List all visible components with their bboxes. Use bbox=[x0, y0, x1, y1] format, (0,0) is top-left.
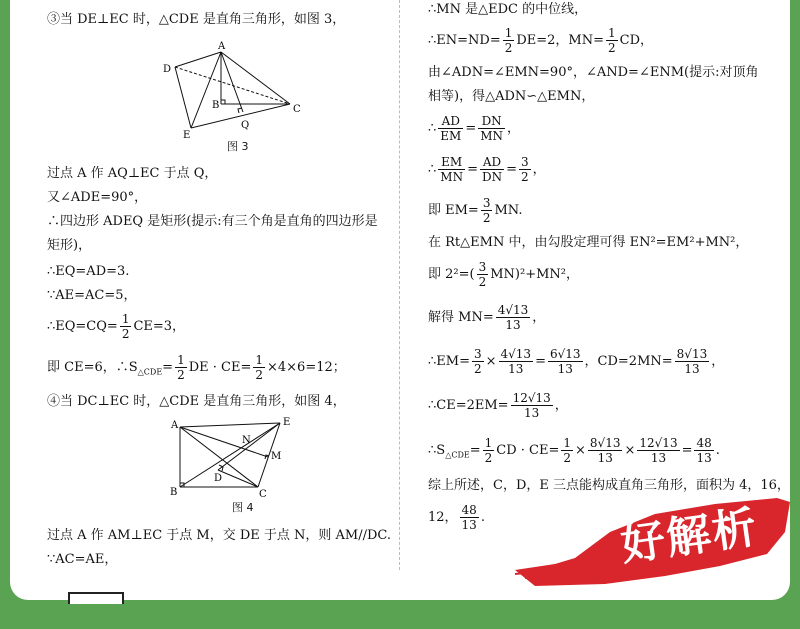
text: ， bbox=[711, 354, 725, 369]
text: MN. bbox=[494, 203, 523, 218]
text-line: 在 Rt△EMN 中，由勾股定理可得 EN²=EM²+MN²， bbox=[428, 235, 749, 250]
fraction bbox=[694, 436, 713, 465]
denominator: DN bbox=[481, 170, 503, 184]
point-label-d: D bbox=[163, 64, 172, 75]
denominator: 13 bbox=[524, 406, 540, 420]
fraction bbox=[588, 436, 623, 465]
formula-line bbox=[428, 347, 724, 376]
fraction bbox=[503, 26, 515, 55]
fraction bbox=[483, 436, 495, 465]
denominator: 2 bbox=[484, 451, 493, 465]
denominator: 13 bbox=[557, 362, 573, 376]
fraction bbox=[511, 391, 553, 420]
formula-line bbox=[428, 155, 546, 184]
numerator: 48 bbox=[696, 436, 712, 450]
text: ∴EM= bbox=[428, 354, 470, 369]
fraction bbox=[472, 347, 484, 376]
subscript: △CDE bbox=[137, 367, 163, 377]
numerator: 1 bbox=[504, 26, 513, 40]
fraction bbox=[548, 347, 583, 376]
page-footer-box bbox=[68, 592, 124, 604]
column-divider bbox=[399, 0, 400, 570]
text: = bbox=[467, 162, 478, 177]
point-label-a: A bbox=[171, 420, 179, 431]
point-label-d: D bbox=[214, 473, 223, 484]
fraction bbox=[637, 436, 679, 465]
text-line: ∵AE=AC=5， bbox=[47, 288, 137, 303]
text: × bbox=[624, 443, 636, 458]
point-label-n: N bbox=[242, 435, 251, 446]
numerator: AD bbox=[480, 155, 504, 170]
text-line: 过点 A 作 AM⊥EC 于点 M，交 DE 于点 N，则 AM//DC. bbox=[47, 528, 392, 543]
numerator: EM bbox=[438, 155, 465, 170]
formula-line bbox=[428, 391, 568, 420]
formula-line bbox=[47, 353, 346, 383]
text: 即 CE=6，∴S bbox=[47, 360, 138, 375]
point-label-a: A bbox=[218, 41, 226, 52]
point-label-q: Q bbox=[241, 120, 250, 131]
text: = bbox=[681, 443, 693, 458]
text: ，CD=2MN= bbox=[584, 354, 673, 369]
stamp-text: 好解析 bbox=[617, 501, 762, 572]
numerator: 1 bbox=[121, 312, 130, 326]
text: CD · CE= bbox=[496, 443, 560, 458]
text: ， bbox=[532, 162, 546, 177]
text: DE · CE= bbox=[188, 360, 252, 375]
text-line: 矩形)， bbox=[47, 238, 92, 253]
text-line: 过点 A 作 AQ⊥EC 于点 Q， bbox=[47, 166, 218, 181]
fraction bbox=[120, 312, 132, 341]
point-label-e: E bbox=[283, 417, 291, 428]
denominator: 2 bbox=[473, 362, 482, 376]
text: 即 2²=( bbox=[428, 267, 475, 282]
numerator: 1 bbox=[177, 353, 185, 367]
text: ×4×6=12； bbox=[267, 360, 346, 375]
denominator: 2 bbox=[478, 275, 487, 289]
text: = bbox=[162, 360, 174, 375]
figure-3-caption: 图 3 bbox=[227, 140, 249, 153]
formula-line bbox=[428, 303, 545, 332]
fraction bbox=[253, 353, 265, 382]
text: × bbox=[575, 443, 586, 458]
point-label-e: E bbox=[183, 130, 191, 141]
numerator: 3 bbox=[521, 155, 529, 169]
denominator: 2 bbox=[521, 170, 529, 184]
text-line: 又∠ADE=90°， bbox=[47, 190, 148, 205]
text-line: 由∠ADN=∠EMN=90°，∠AND=∠ENM(提示:对顶角 bbox=[428, 65, 759, 80]
fraction bbox=[460, 503, 479, 532]
numerator: 6√13 bbox=[549, 347, 581, 361]
formula-line bbox=[428, 114, 520, 143]
text: CE=3， bbox=[133, 319, 186, 334]
denominator: 2 bbox=[608, 41, 616, 55]
figure-3 bbox=[147, 40, 347, 150]
denominator: 2 bbox=[563, 451, 572, 465]
fraction bbox=[438, 114, 463, 143]
text-line: 相等)，得△ADN∽△EMN， bbox=[428, 89, 595, 104]
denominator: 2 bbox=[482, 211, 491, 225]
fraction bbox=[519, 155, 531, 184]
fraction bbox=[561, 436, 573, 465]
numerator: 1 bbox=[608, 26, 616, 40]
numerator: 8√13 bbox=[676, 347, 708, 361]
denominator: 13 bbox=[461, 518, 477, 532]
text: 即 EM= bbox=[428, 203, 479, 218]
numerator: 3 bbox=[473, 347, 482, 361]
text: = bbox=[469, 443, 481, 458]
text: . bbox=[715, 443, 720, 458]
fraction bbox=[499, 347, 534, 376]
fraction bbox=[481, 196, 493, 225]
denominator: 13 bbox=[508, 362, 524, 376]
denominator: 13 bbox=[684, 362, 700, 376]
text: ∴CE=2EM= bbox=[428, 398, 509, 413]
formula-line bbox=[428, 26, 653, 55]
text: = bbox=[506, 162, 518, 177]
formula-line bbox=[428, 503, 485, 532]
figure-4 bbox=[162, 415, 312, 500]
numerator: DN bbox=[478, 114, 505, 129]
text-line: ③当 DE⊥EC 时，△CDE 是直角三角形，如图 3， bbox=[47, 12, 346, 27]
fraction bbox=[175, 353, 187, 382]
subscript: △CDE bbox=[445, 450, 470, 460]
text: ∴EQ=CQ= bbox=[47, 319, 118, 334]
formula-line bbox=[47, 312, 185, 341]
formula-line bbox=[428, 436, 720, 466]
numerator: 4√13 bbox=[500, 347, 532, 361]
figure-4-caption: 图 4 bbox=[232, 501, 254, 514]
numerator: 1 bbox=[563, 436, 572, 450]
denominator: MN bbox=[440, 170, 464, 184]
numerator: AD bbox=[438, 114, 463, 129]
denominator: 2 bbox=[121, 327, 130, 341]
point-label-c: C bbox=[293, 104, 301, 115]
text: MN)²+MN²， bbox=[490, 267, 579, 282]
denominator: 13 bbox=[696, 451, 712, 465]
text: ∴ bbox=[428, 162, 437, 177]
text: 解得 MN= bbox=[428, 310, 494, 325]
denominator: EM bbox=[440, 129, 462, 143]
fraction bbox=[438, 155, 465, 184]
text-line: ∴EQ=AD=3. bbox=[47, 264, 130, 279]
text: ， bbox=[507, 121, 521, 136]
denominator: 2 bbox=[255, 368, 263, 382]
denominator: 2 bbox=[177, 368, 185, 382]
formula-line bbox=[428, 260, 579, 289]
numerator: 1 bbox=[255, 353, 263, 367]
point-label-c: C bbox=[259, 489, 267, 500]
text: ， bbox=[532, 310, 546, 325]
point-label-m: M bbox=[271, 451, 282, 462]
denominator: 13 bbox=[505, 318, 521, 332]
text: DE=2，MN= bbox=[516, 33, 605, 48]
fraction bbox=[606, 26, 618, 55]
numerator: 1 bbox=[484, 436, 493, 450]
text: . bbox=[480, 510, 485, 525]
fraction bbox=[496, 303, 531, 332]
text: ∴EN=ND= bbox=[428, 33, 501, 48]
numerator: 4√13 bbox=[497, 303, 529, 317]
text: = bbox=[535, 354, 546, 369]
fraction bbox=[480, 155, 504, 184]
fraction bbox=[675, 347, 710, 376]
numerator: 48 bbox=[461, 503, 477, 517]
text: ∴S bbox=[428, 443, 446, 458]
text: ∴ bbox=[428, 121, 437, 136]
fraction bbox=[477, 260, 489, 289]
fraction bbox=[478, 114, 505, 143]
text: ， bbox=[554, 398, 568, 413]
text-line: ∴MN 是△EDC 的中位线， bbox=[428, 2, 588, 17]
text: = bbox=[465, 121, 477, 136]
denominator: MN bbox=[480, 129, 504, 143]
numerator: 8√13 bbox=[589, 436, 621, 450]
numerator: 3 bbox=[478, 260, 487, 274]
text-line: 综上所述，C，D，E 三点能构成直角三角形，面积为 4，16， bbox=[428, 478, 790, 493]
numerator: 12√13 bbox=[639, 436, 678, 450]
denominator: 13 bbox=[597, 451, 613, 465]
point-label-b: B bbox=[170, 487, 178, 498]
denominator: 2 bbox=[504, 41, 513, 55]
text: CD， bbox=[619, 33, 654, 48]
text-line: ∵AC=AE， bbox=[47, 552, 118, 567]
text: 12， bbox=[428, 510, 458, 525]
denominator: 13 bbox=[650, 451, 667, 465]
formula-line bbox=[428, 196, 522, 225]
text-line: ∴四边形 ADEQ 是矩形(提示:有三个角是直角的四边形是 bbox=[47, 214, 378, 229]
point-label-b: B bbox=[212, 100, 220, 111]
numerator: 12√13 bbox=[512, 391, 551, 405]
text-line: ④当 DC⊥EC 时，△CDE 是直角三角形，如图 4， bbox=[47, 394, 346, 409]
numerator: 3 bbox=[482, 196, 491, 210]
text: × bbox=[485, 354, 497, 369]
